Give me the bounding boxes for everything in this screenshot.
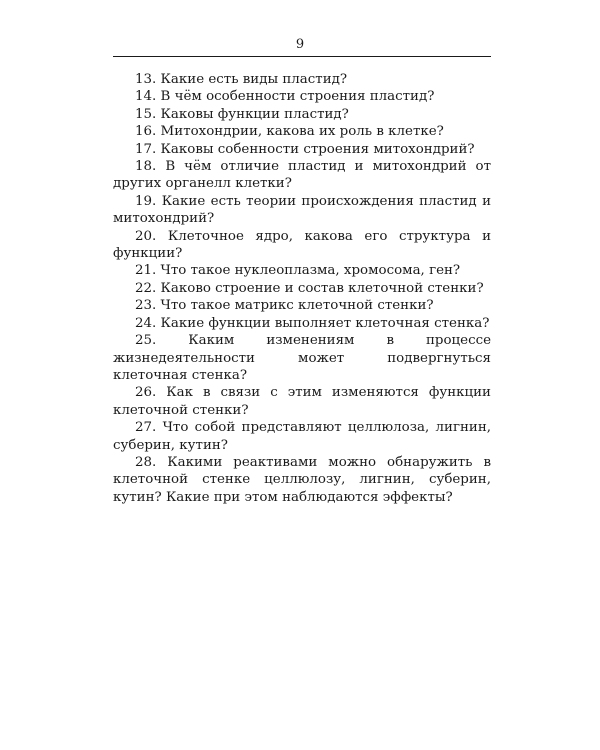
question-item: 21. Что такое нуклеоплазма, хромосома, ген? (135, 263, 461, 279)
header-rule (113, 56, 491, 57)
question-item: 24. Какие функции выполняет клеточная стенка? (135, 315, 490, 331)
question-item: 19. Какие есть теории происхождения пластид и митохондрий? (113, 193, 491, 227)
question-item: 18. В чём отличие пластид и митохондрий от других органелл клетки? (113, 159, 491, 192)
question-item: 22. Каково строение и состав клеточной стенки? (135, 280, 484, 296)
question-item: 15. Каковы функции пластид? (135, 106, 349, 122)
page-number: 9 (295, 37, 305, 52)
question-item: 25. Каким изменениям в процессе жизнедеятельности может подвергнуться клеточная стенка? (113, 333, 491, 383)
question-item: 23. Что такое матрикс клеточной стенки? (135, 298, 434, 314)
question-item: 16. Митохондрии, какова их роль в клетке? (135, 124, 444, 140)
question-item: 27. Что собой представляют целлюлоза, лигнин, суберин, кутин? (113, 420, 491, 453)
question-item: 26. Как в связи с этим изменяются функции клеточной стенки? (113, 385, 491, 418)
question-item: 28. Какими реактивами можно обнаружить в клеточной стенке целлюлозу, лигнин, суберин, кутин? Какие при этом наблюдаются эффекты? (113, 454, 491, 505)
question-item: 20. Клеточное ядро, какова его структура и функции? (113, 228, 491, 262)
question-item: 13. Какие есть виды пластид? (135, 72, 348, 87)
question-item: 17. Каковы собенности строения митохондрий? (135, 141, 475, 157)
question-item: 14. В чём особенности строения пластид? (135, 89, 435, 105)
question-list (113, 71, 491, 506)
